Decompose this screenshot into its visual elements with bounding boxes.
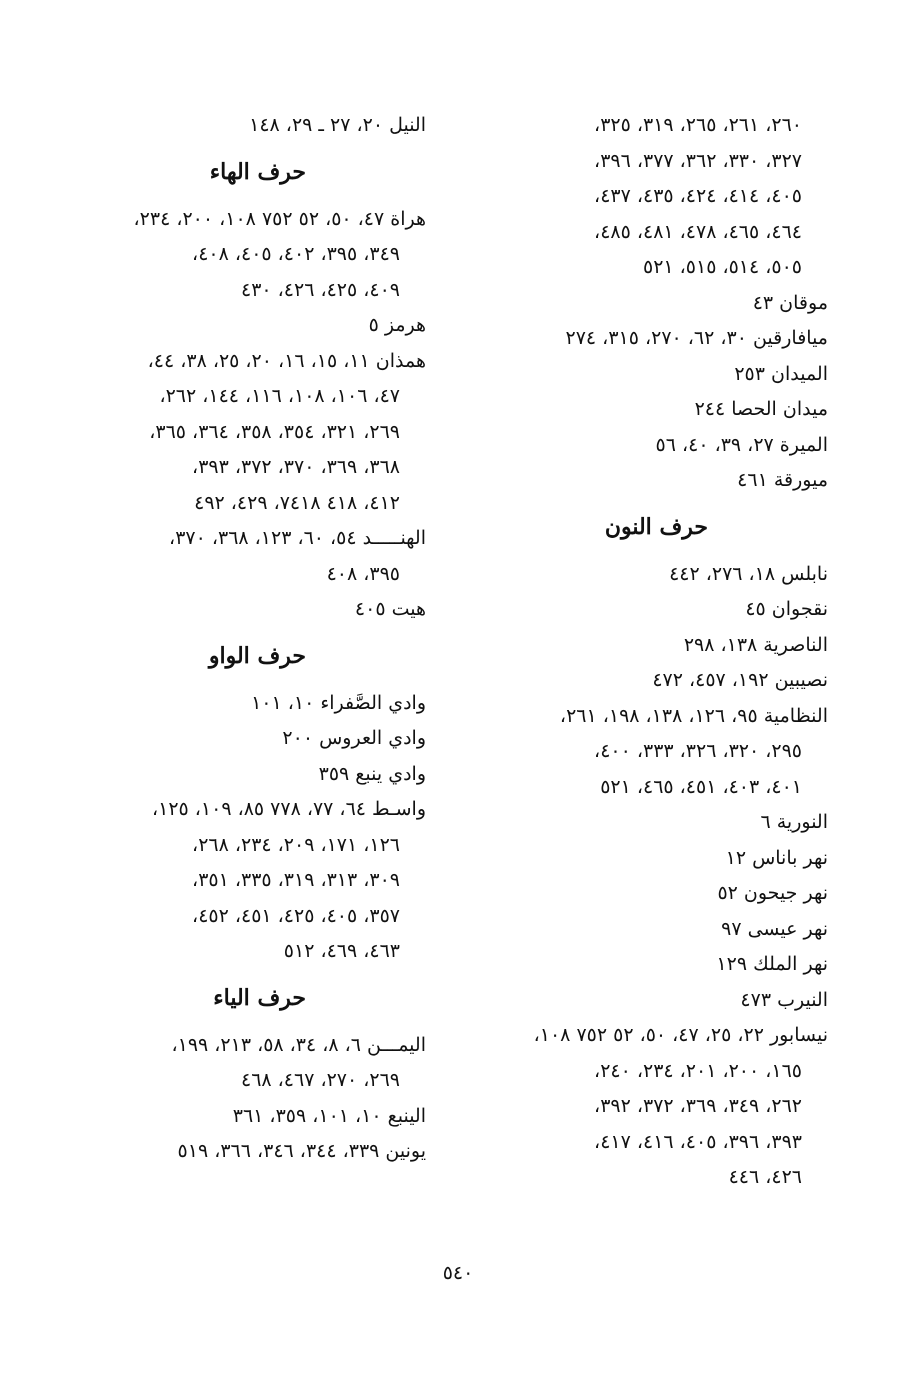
index-entry: وادي ينبع ٣٥٩ — [318, 762, 426, 785]
index-entry: الميرة ٢٧، ٣٩، ٤٠، ٥٦ — [655, 433, 828, 456]
index-line: ٢٦٩، ٢٧٠، ٤٦٧، ٤٦٨ — [240, 1069, 400, 1091]
index-entry: ميورقة ٤٦١ — [737, 469, 828, 491]
index-line: ٢٦٩، ٣٢١، ٣٥٤، ٣٥٨، ٣٦٤، ٣٦٥، — [149, 420, 400, 443]
index-line: ٣٥٧، ٤٠٥، ٤٢٥، ٤٥١، ٤٥٢، — [192, 904, 400, 927]
right-column — [468, 108, 828, 1196]
index-entry: ميدان الحصا ٢٤٤ — [694, 398, 828, 420]
index-entry: وادي الصَّفراء ١٠، ١٠١ — [251, 691, 426, 714]
index-line: ٤٦٤، ٤٦٥، ٤٧٨، ٤٨١، ٤٨٥، — [594, 220, 802, 243]
index-line: ٤٠٩، ٤٢٥، ٤٢٦، ٤٣٠ — [240, 278, 400, 301]
index-line: ١٢٦، ١٧١، ٢٠٩، ٢٣٤، ٢٦٨، — [192, 833, 400, 856]
section-heading-nun: حرف النون — [604, 513, 708, 540]
index-entry: النيرب ٤٧٣ — [740, 988, 828, 1011]
index-line: ٤٠١، ٤٠٣، ٤٥١، ٤٦٥، ٥٢١ — [600, 775, 802, 798]
entry-continuation-block — [66, 828, 426, 970]
entry-continuation-block — [468, 1054, 828, 1196]
index-line: ٣٠٩، ٣١٣، ٣١٩، ٣٣٥، ٣٥١، — [192, 869, 400, 891]
index-line: ٤٢٦، ٤٤٦ — [728, 1166, 802, 1188]
index-line: ١٦٥، ٢٠٠، ٢٠١، ٢٣٤، ٢٤٠، — [594, 1059, 802, 1082]
index-line: ٣٩٣، ٣٩٦، ٤٠٥، ٤١٦، ٤١٧، — [594, 1130, 802, 1153]
index-entry: الناصرية ١٣٨، ٢٩٨ — [683, 633, 828, 656]
index-line: ٥٠٥، ٥١٤، ٥١٥، ٥٢١ — [642, 256, 802, 278]
index-entry: واسـط ٦٤، ٧٧، ٧٧٨ ٨٥، ١٠٩، ١٢٥، — [151, 798, 426, 820]
index-entry: النظامية ٩٥، ١٢٦، ١٣٨، ١٩٨، ٢٦١، — [559, 704, 828, 727]
index-entry: هراة ٤٧، ٥٠، ٥٢ ٧٥٢ ١٠٨، ٢٠٠، ٢٣٤، — [133, 207, 426, 230]
index-line: ٤٦٣، ٤٦٩، ٥١٢ — [283, 940, 400, 962]
index-line: ٢٦٠، ٢٦١، ٢٦٥، ٣١٩، ٣٢٥، — [594, 114, 802, 136]
section-heading-waw: حرف الواو — [208, 642, 306, 669]
index-line: ٤٠٥، ٤١٤، ٤٢٤، ٤٣٥، ٤٣٧، — [594, 185, 802, 207]
section-heading-ya: حرف الياء — [213, 984, 306, 1011]
index-entry: نصيبين ١٩٢، ٤٥٧، ٤٧٢ — [652, 669, 828, 691]
entry-continuation-block — [468, 108, 828, 286]
index-line: ٤١٢، ٤١٨ ٧٤١٨، ٤٢٩، ٤٩٢ — [194, 491, 400, 514]
index-entry: نابلس ١٨، ٢٧٦، ٤٤٢ — [669, 562, 828, 585]
index-entry: نقجوان ٤٥ — [745, 598, 828, 620]
index-entry: يونين ٣٣٩، ٣٤٤، ٣٤٦، ٣٦٦، ٥١٩ — [177, 1140, 426, 1162]
index-entry: هيت ٤٠٥ — [354, 598, 426, 620]
index-line: ٤٧، ١٠٦، ١٠٨، ١١٦، ١٤٤، ٢٦٢، — [159, 385, 400, 407]
index-entry: الميدان ٢٥٣ — [734, 362, 828, 385]
left-column — [66, 108, 426, 1170]
index-entry: ميافارقين ٣٠، ٦٢، ٢٧٠، ٣١٥، ٢٧٤ — [565, 327, 828, 349]
section-heading-ha: حرف الهاء — [209, 158, 306, 185]
index-entry: النيل ٢٠، ٢٧ ـ ٢٩، ١٤٨ — [249, 114, 426, 136]
index-entry: النورية ٦ — [760, 811, 828, 833]
index-line: ٣٩٥، ٤٠٨ — [326, 562, 400, 585]
index-entry: الينبع ١٠، ١٠١، ٣٥٩، ٣٦١ — [232, 1104, 426, 1127]
index-entry: وادي العروس ٢٠٠ — [282, 727, 426, 749]
index-line: ٣٦٨، ٣٦٩، ٣٧٠، ٣٧٢، ٣٩٣، — [192, 456, 400, 478]
entry-continuation-block — [66, 1063, 426, 1099]
index-entry: الهنـــــد ٥٤، ٦٠، ١٢٣، ٣٦٨، ٣٧٠، — [169, 527, 426, 549]
index-entry: نيسابور ٢٢، ٢٥، ٤٧، ٥٠، ٥٢ ٧٥٢ ١٠٨، — [533, 1024, 828, 1046]
index-entry: نهر باناس ١٢ — [725, 846, 828, 869]
entry-continuation-block — [66, 237, 426, 308]
entry-continuation-block — [66, 557, 426, 593]
index-line: ٢٩٥، ٣٢٠، ٣٢٦، ٣٣٣، ٤٠٠، — [594, 740, 802, 762]
index-line: ٣٤٩، ٣٩٥، ٤٠٢، ٤٠٥، ٤٠٨، — [192, 243, 400, 265]
entry-continuation-block — [468, 734, 828, 805]
index-entry: نهر جيحون ٥٢ — [717, 882, 828, 904]
index-entry: موقان ٤٣ — [752, 291, 828, 314]
index-entry: همذان ١١، ١٥، ١٦، ٢٠، ٢٥، ٣٨، ٤٤، — [147, 349, 426, 372]
index-line: ٢٦٢، ٣٤٩، ٣٦٩، ٣٧٢، ٣٩٢، — [594, 1095, 802, 1117]
entry-continuation-block — [66, 379, 426, 521]
page-number: ٥٤٠ — [442, 1262, 474, 1284]
index-entry: اليمـــن ٦، ٨، ٣٤، ٥٨، ٢١٣، ١٩٩، — [171, 1033, 426, 1056]
index-entry: نهر الملك ١٢٩ — [716, 953, 828, 975]
index-entry: هرمز ٥ — [368, 314, 426, 336]
index-entry: نهر عيسى ٩٧ — [721, 917, 828, 940]
index-line: ٣٢٧، ٣٣٠، ٣٦٢، ٣٧٧، ٣٩٦، — [594, 149, 802, 172]
